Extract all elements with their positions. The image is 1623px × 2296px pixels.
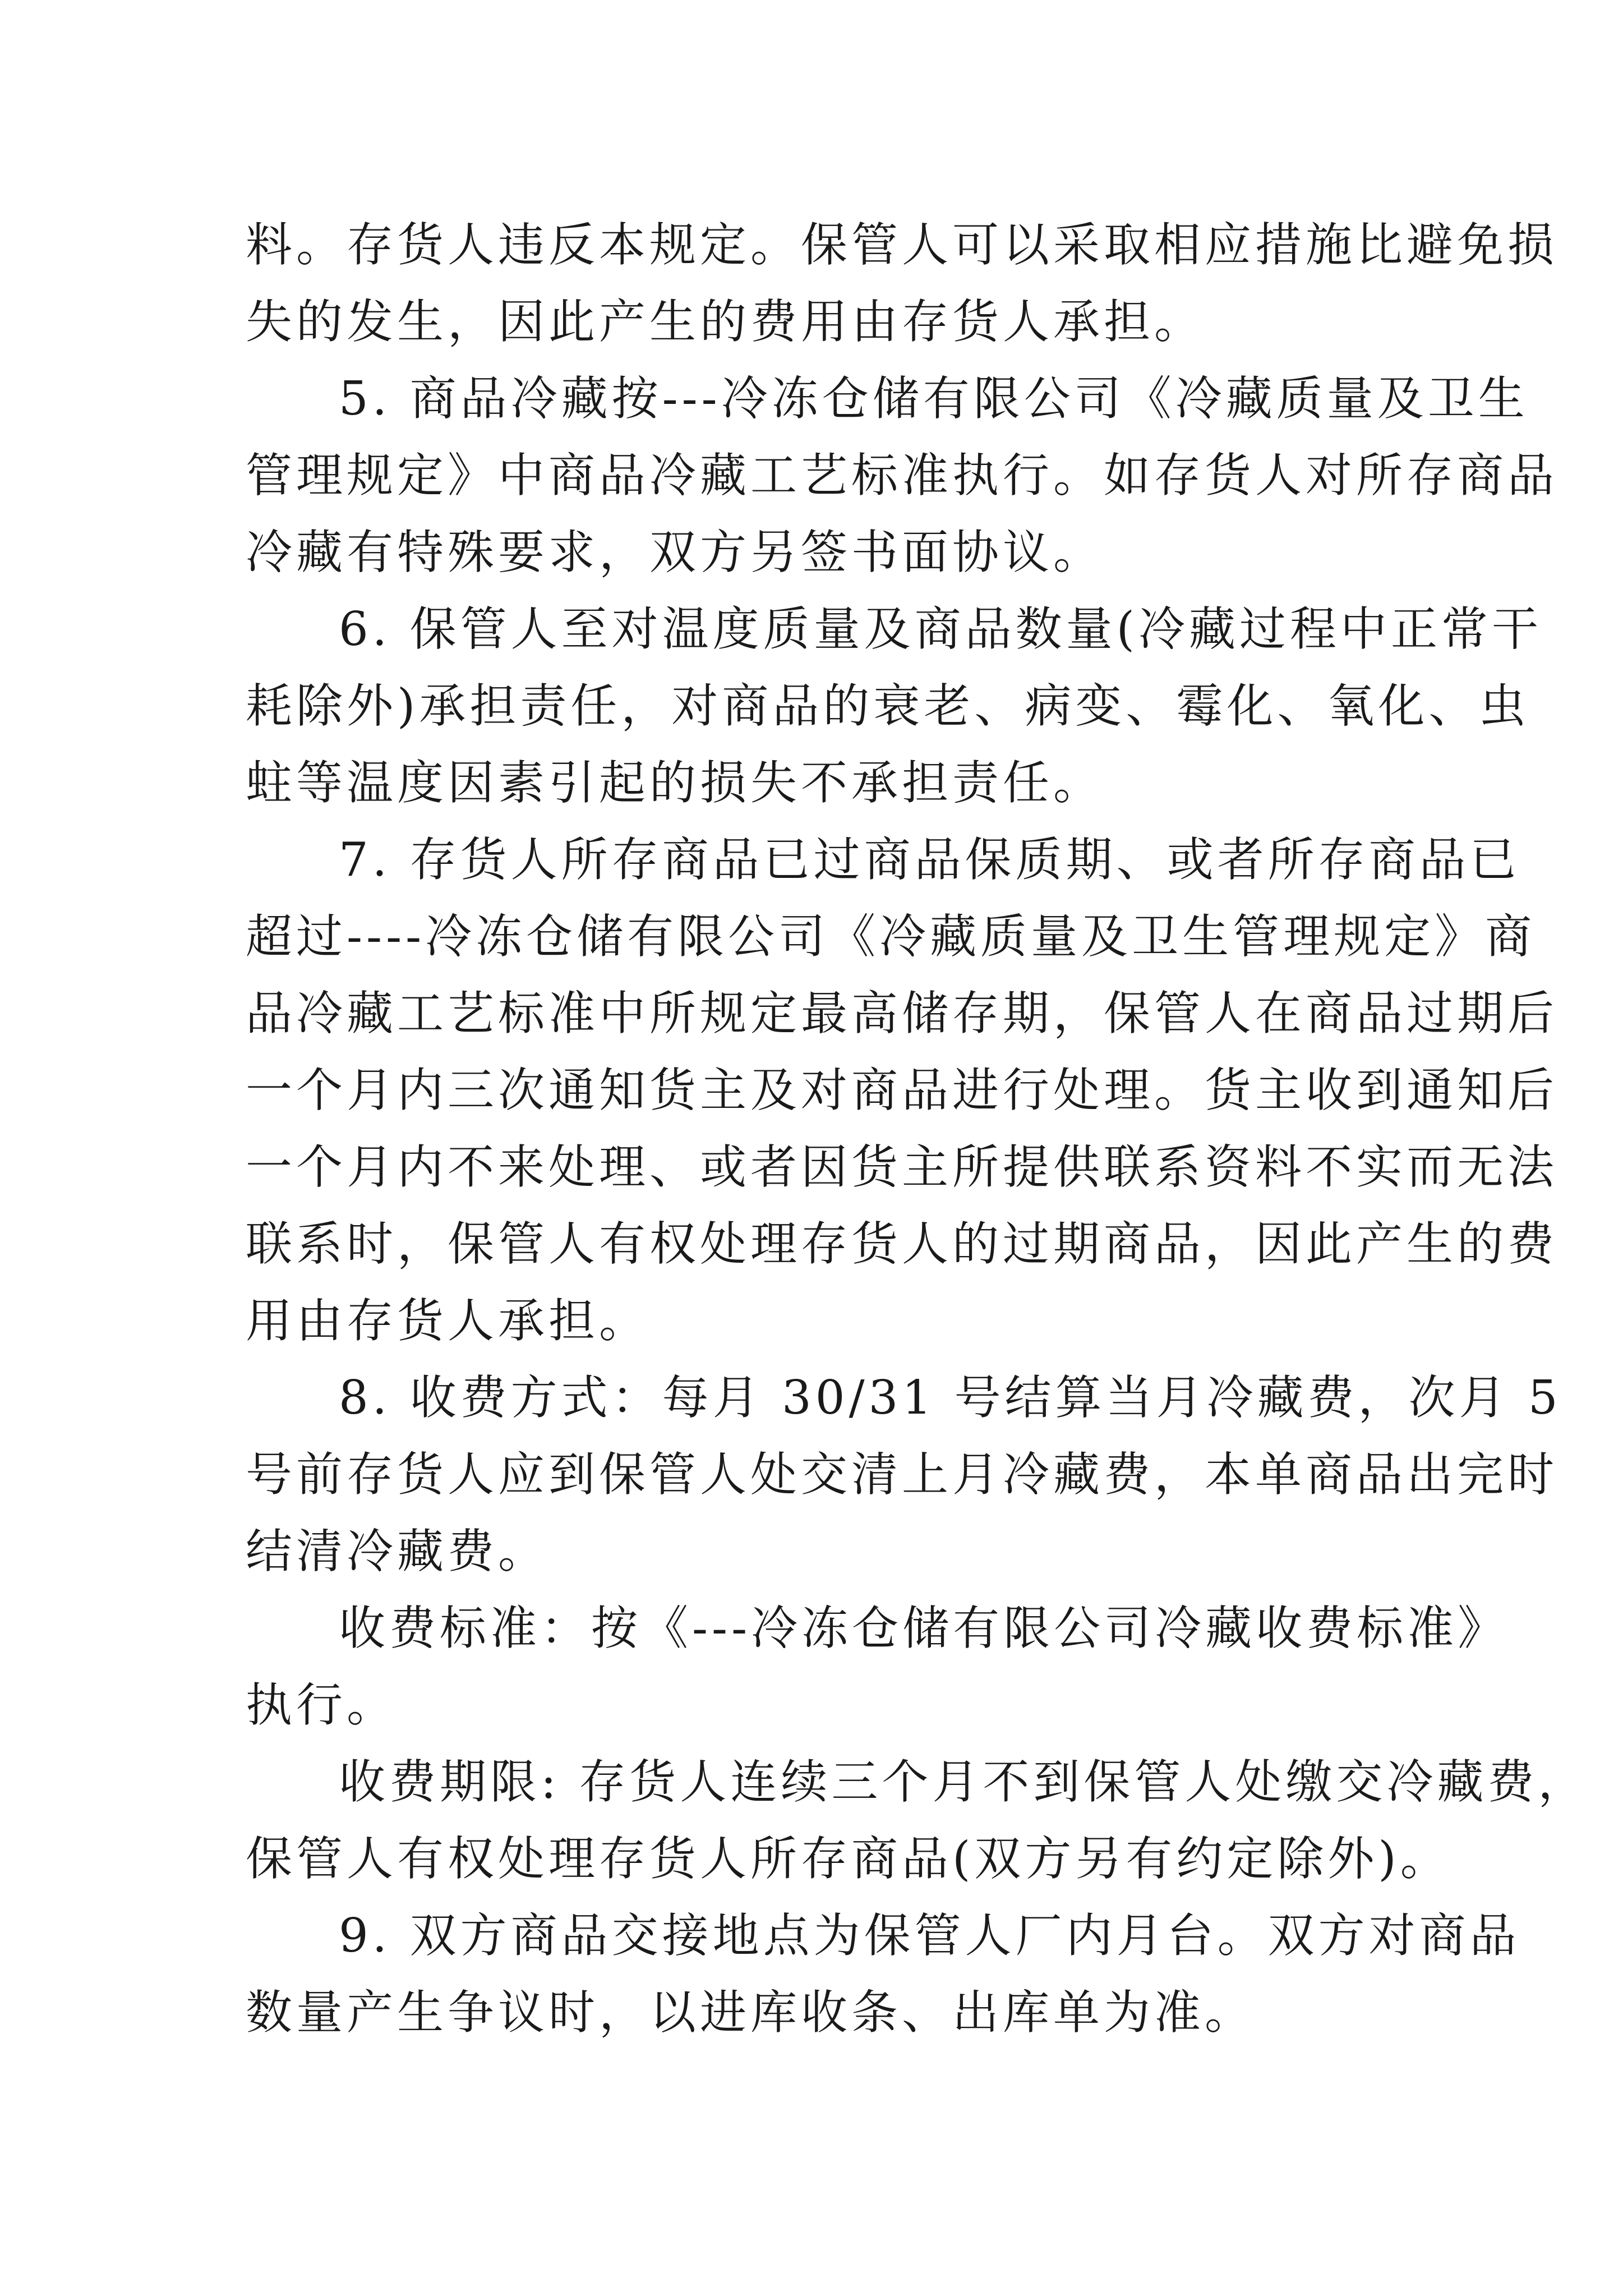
text-line: 结清冷藏费。 [246,1524,548,1579]
text-line: 一个月内不来处理、或者因货主所提供联系资料不实而无法 [246,1140,1558,1194]
document-body [246,206,1589,2051]
text-line: 蛀等温度因素引起的损失不承担责任。 [246,756,1104,810]
text-line: 执行。 [246,1678,397,1732]
clause-8-line: 8. 收费方式：每月 30/31 号结算当月冷藏费，次月 5 [339,1370,1562,1425]
text-line: 冷藏有特殊要求，双方另签书面协议。 [246,525,1104,579]
fee-standard-line: 收费标准：按《---冷冻仓储有限公司冷藏收费标准》 [339,1601,1509,1655]
text-line: 失的发生，因此产生的费用由存货人承担。 [246,295,1205,349]
text-line: 管理规定》中商品冷藏工艺标准执行。如存货人对所存商品 [246,448,1558,503]
text-line: 联系时，保管人有权处理存货人的过期商品，因此产生的费 [246,1217,1558,1271]
text-line: 号前存货人应到保管人处交清上月冷藏费，本单商品出完时 [246,1447,1558,1502]
clause-5-line: 5. 商品冷藏按---冷冻仓储有限公司《冷藏质量及卫生 [339,371,1529,426]
clause-6-line: 6. 保管人至对温度质量及商品数量(冷藏过程中正常干 [339,602,1542,656]
clause-9-line: 9. 双方商品交接地点为保管人厂内月台。双方对商品 [339,1908,1520,1963]
text-line: 保管人有权处理存货人所存商品(双方另有约定除外)。 [246,1832,1451,1886]
text-line: 品冷藏工艺标准中所规定最高储存期，保管人在商品过期后 [246,986,1558,1041]
clause-7-line: 7. 存货人所存商品已过商品保质期、或者所存商品已 [339,832,1520,887]
text-line: 一个月内三次通知货主及对商品进行处理。货主收到通知后 [246,1063,1558,1117]
fee-deadline-line: 收费期限: 存货人连续三个月不到保管人处缴交冷藏费， [339,1755,1589,1809]
text-line: 料。存货人违反本规定。保管人可以采取相应措施比避免损 [246,218,1558,272]
text-line: 超过----冷冻仓储有限公司《冷藏质量及卫生管理规定》商 [246,909,1536,964]
text-line: 用由存货人承担。 [246,1294,649,1348]
text-line: 耗除外)承担责任，对商品的衰老、病变、霉化、氧化、虫 [246,679,1530,733]
text-line: 数量产生争议时，以进库收条、出库单为准。 [246,1985,1255,2040]
